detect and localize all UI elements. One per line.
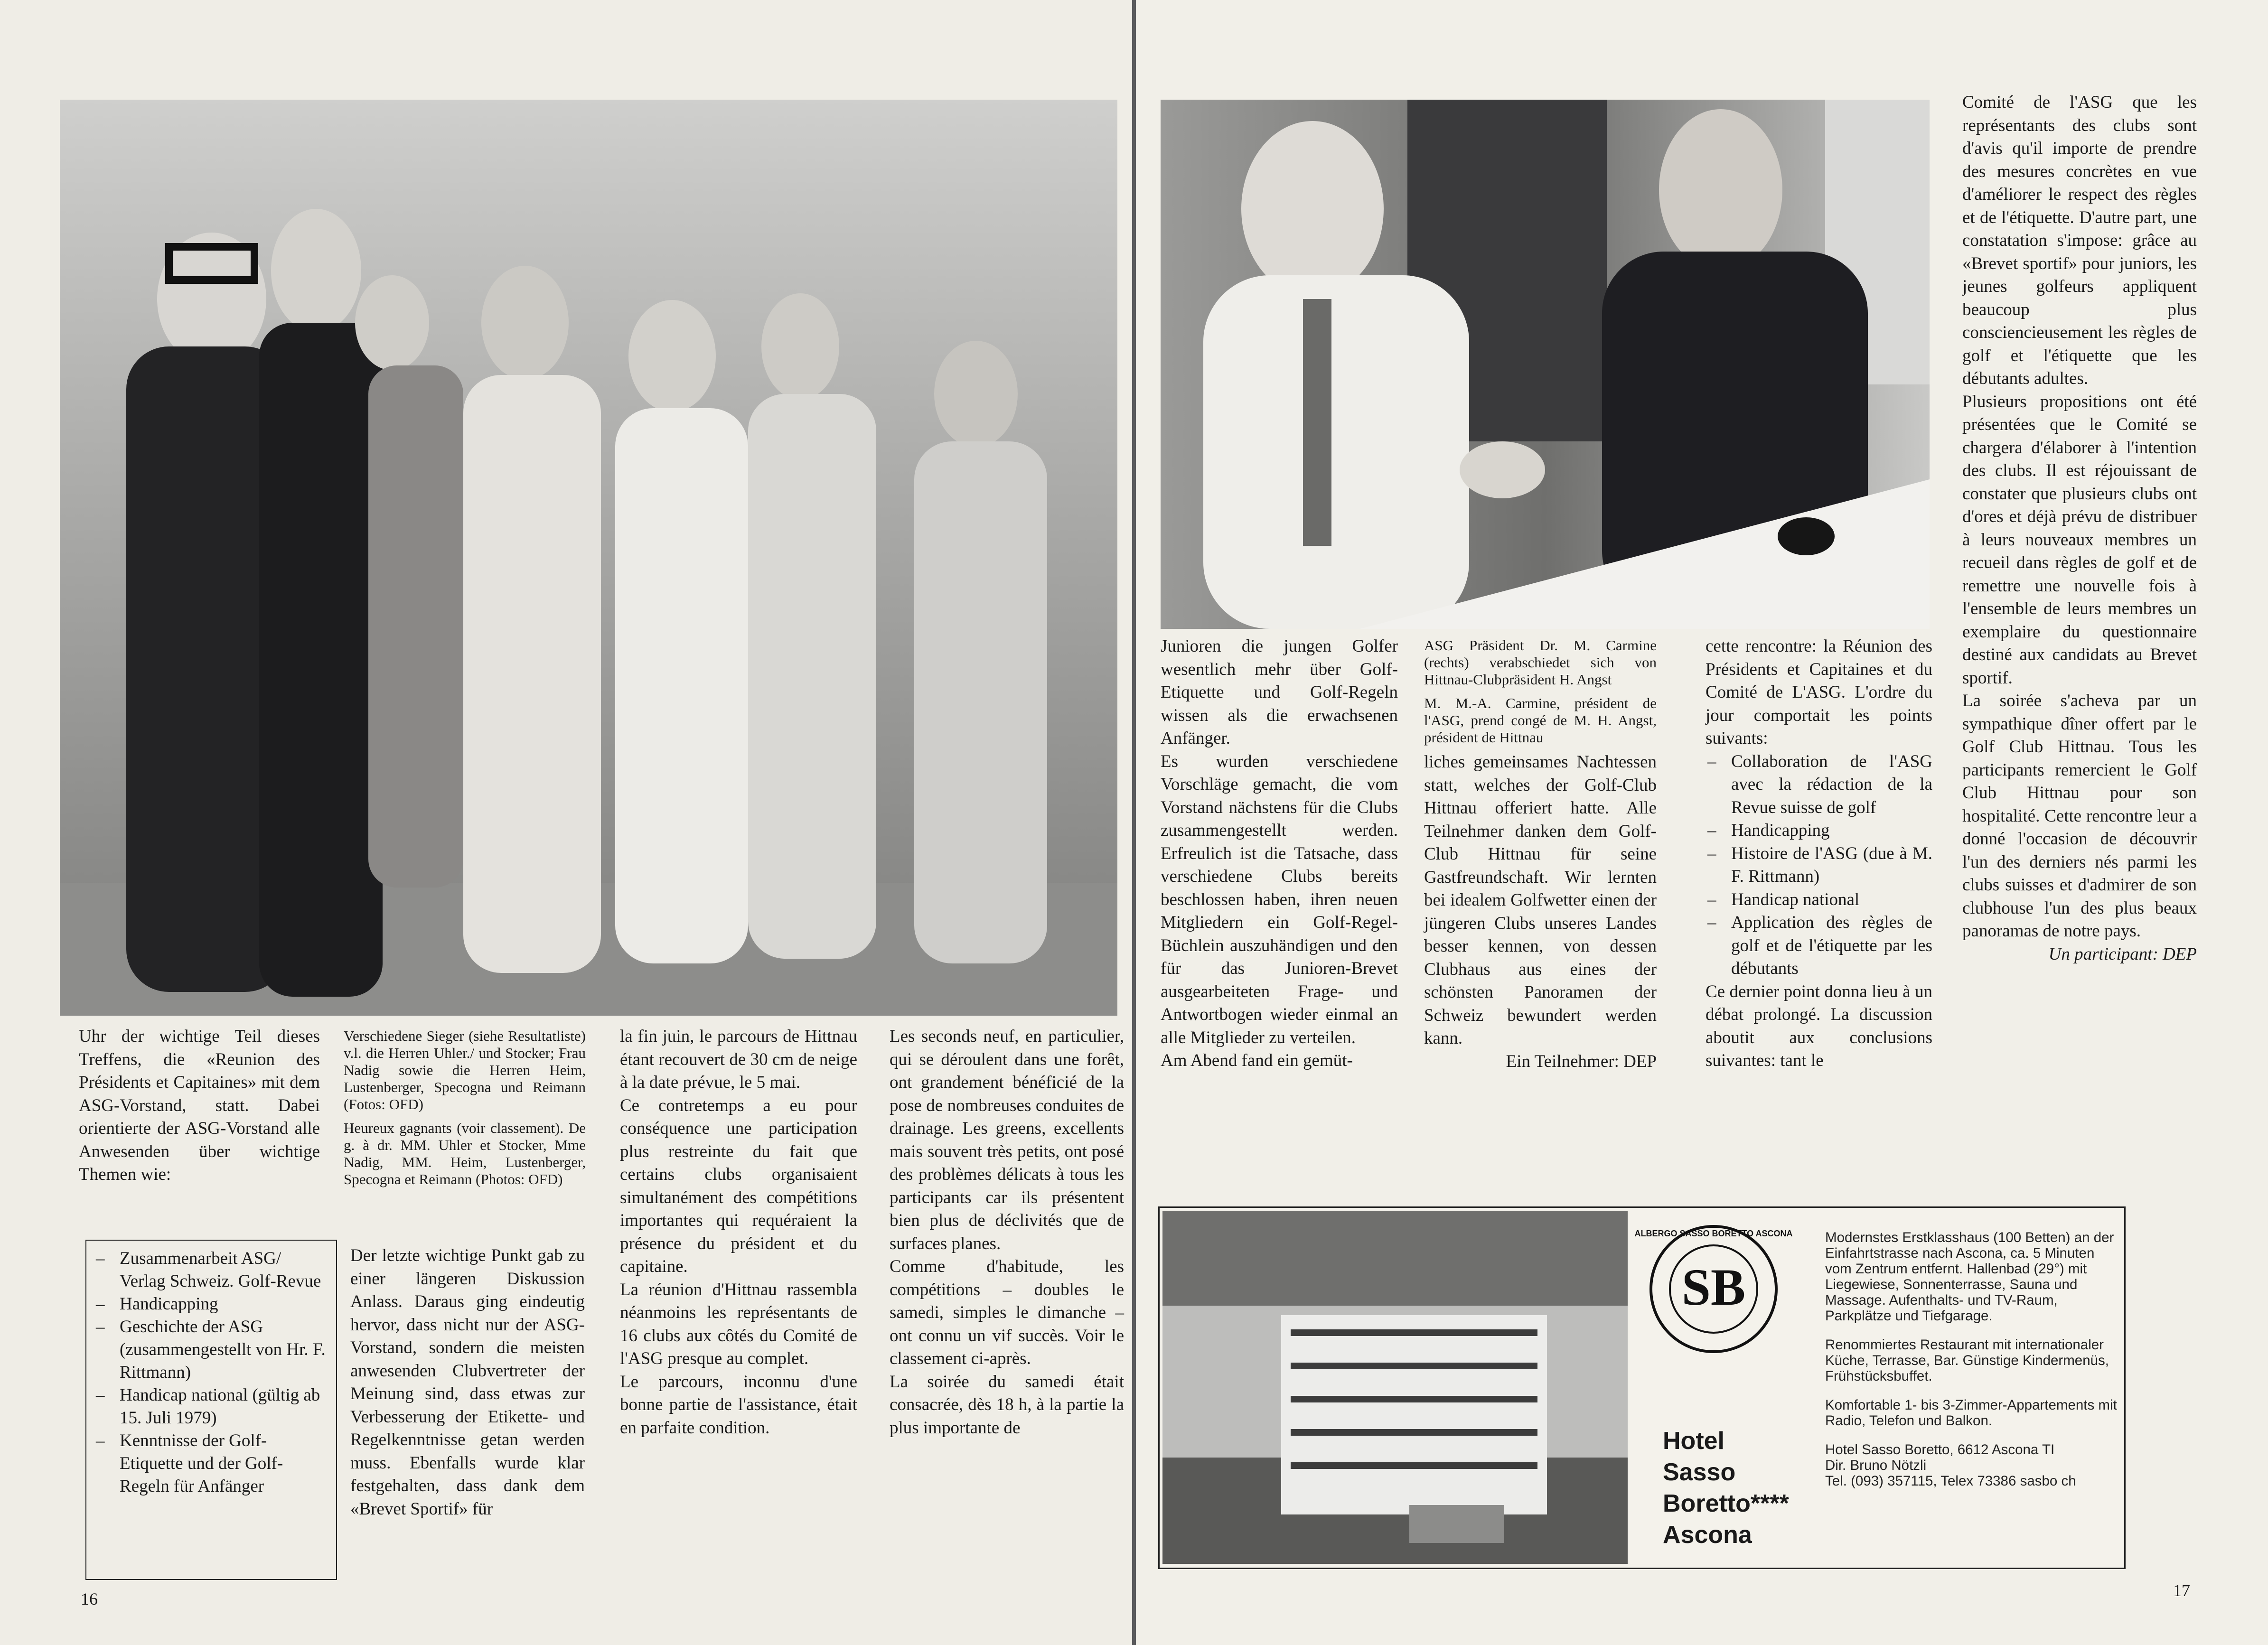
right-col-1 xyxy=(1161,635,1398,1073)
col3-paragraph: La réunion d'Hittnau rassembla néanmoins les représentants de 16 clubs aux côtés du Comité de l'ASG presque au complet. xyxy=(620,1280,857,1368)
hotel-name-line: Ascona xyxy=(1663,1521,1752,1549)
col4-paragraph: Comité de l'ASG que les représentants des clubs sont d'avis qu'il importe de prendre des mesures concrètes en vue d'améliorer le respect des règles et de l'étiquette. D'autre part, une constatation s'impose: grâce au «Brevet sportif» pour juniors, les jeunes golfeurs appliquent beaucoup plus consciencieusement les règles de golf et l'étiquette que les débutants adultes. xyxy=(1962,93,2197,388)
topic-item: – Zusammenarbeit ASG/ Verlag Schweiz. Golf-Revue xyxy=(94,1247,328,1293)
hotel-name-line: Boretto**** xyxy=(1663,1490,1789,1517)
col4-paragraph: Les seconds neuf, en particulier, qui se déroulent dans une forêt, ont grandement bénéficié de la pose de nombreuses conduites de drainage. Les greens, excellents mais souvent très petits, ont posé des problèmes délicats à tous les participants car ils présentent bien plus de déclivités que de surfaces planes. xyxy=(890,1027,1124,1253)
handshake-photo xyxy=(1161,100,1930,629)
agenda-item: – Histoire de l'ASG (due à M. F. Rittmann) xyxy=(1706,842,1932,888)
col1-text: Uhr der wichtige Teil dieses Treffens, die «Reunion des Présidents et Capitaines» mit dem ASG-Vorstand, statt. Dabei orientierte der ASG-Vorstand alle Anwesenden über wichtige Themen wie: xyxy=(79,1027,320,1184)
address-line: Dir. Bruno Nötzli xyxy=(1825,1458,1927,1473)
agenda-item: – Collaboration de l'ASG avec la rédaction de la Revue suisse de golf xyxy=(1706,750,1932,820)
left-col-2 xyxy=(350,1244,585,1521)
col2-text: Der letzte wichtige Punkt gab zu einer längeren Diskussion Anlass. Daraus ging eindeutig hervor, dass nicht nur der ASG-Vorstand, sondern die meisten anwesenden Clubvertreter der Meinung sind, dass etwas zur Verbesserung der Etikette- und Regelkenntnisse getan werden muss. Ebenfalls wurde klar festgehalten, dass dank dem «Brevet Sportif» für xyxy=(350,1246,585,1519)
left-page xyxy=(0,0,1132,1645)
col4-paragraph: Plusieurs propositions ont été présentées que le Comité se chargera d'élaborer à l'intention des clubs. Il est réjouissant de constater que plusieurs clubs ont d'ores et déjà prévu de distribuer à leurs nouveaux membres un recueil dans règles de golf et de remettre une nouvelle fois à l'ensemble de leurs membres un exemplaire du questionnaire destiné aux candidats au Brevet sportif. xyxy=(1962,392,2197,688)
left-col-1 xyxy=(79,1025,320,1187)
caption-fr: Heureux gagnants (voir classement). De g. à dr. MM. Uhler et Stocker, Mme Nadig, MM. Heim, Lustenberger, Specogna et Reimann (Photos: OFD) xyxy=(344,1120,586,1187)
hotel-name-line: Hotel xyxy=(1663,1427,1724,1455)
col4-paragraph: La soirée du samedi était consacrée, dès 18 h, à la partie la plus importante de xyxy=(890,1372,1124,1438)
hotel-advertisement xyxy=(1158,1206,2126,1569)
signature-de: Ein Teilnehmer: DEP xyxy=(1506,1051,1657,1071)
agenda-item: – Handicap national xyxy=(1706,888,1932,912)
page-number-left: 16 xyxy=(81,1589,98,1608)
handshake-caption xyxy=(1424,637,1657,753)
topic-item: – Geschichte der ASG (zusammengestellt von Hr. F. Rittmann) xyxy=(94,1316,328,1384)
col4-paragraph: Comme d'habitude, les compétitions – doubles le samedi, simples le dimanche – ont connu un vif succès. Voir le classement ci-après. xyxy=(890,1257,1124,1368)
col1-paragraph: Es wurden verschiedene Vorschläge gemacht, die vom Vorstand nächstens für die Clubs zusammengestellt werden. Erfreulich ist die Tatsache, dass verschiedene Clubs bereits beschlossen haben, ihren neuen Mitgliedern ein Golf-Regel-Büchlein auszuhändigen und den für das Junioren-Brevet ausgearbeiteten Frage- und Antwortbogen wieder einmal an alle Mitglieder zu verteilen. xyxy=(1161,751,1398,1047)
left-col-4 xyxy=(890,1025,1124,1439)
photo-caption xyxy=(344,1028,586,1195)
topic-item: – Kenntnisse der Golf-Etiquette und der Golf-Regeln für Anfänger xyxy=(94,1430,328,1498)
hotel-address xyxy=(1825,1442,2119,1489)
topic-item: – Handicapping xyxy=(94,1293,328,1316)
topics-box xyxy=(85,1240,337,1580)
hotel-description xyxy=(1825,1230,2119,1489)
agenda-item: – Handicapping xyxy=(1706,819,1932,842)
address-line: Hotel Sasso Boretto, 6612 Ascona TI xyxy=(1825,1442,2055,1458)
group-photo xyxy=(60,100,1117,1016)
right-col-2 xyxy=(1424,751,1657,1073)
col2-paragraph: liches gemeinsames Nachtessen statt, welches der Golf-Club Hittnau offeriert hatte. Alle Teilnehmer danken dem Golf-Club Hittnau für seine Gastfreundschaft. Wir lernten bei idealem Golfwetter einen der jüngeren Clubs unseres Landes besser kennen, von dessen Clubhaus aus eines der schönsten Panoramen der Schweiz bewundert werden kann. xyxy=(1424,752,1657,1048)
sb-logo xyxy=(1634,1220,1793,1358)
caption-fr: M. M.-A. Carmine, président de l'ASG, prend congé de M. H. Angst, président de Hittnau xyxy=(1424,695,1657,746)
right-col-3 xyxy=(1706,635,1932,1073)
col3-paragraph: Ce contretemps a eu pour conséquence une participation plus restreinte du fait que certains clubs organisaient simultanément des compétitions importantes qui requéraient la présence du président et du capitaine. xyxy=(620,1095,857,1276)
col1-paragraph: Am Abend fand ein gemüt- xyxy=(1161,1051,1353,1070)
right-col-4 xyxy=(1962,91,2197,966)
logo-letters: SB xyxy=(1681,1258,1746,1316)
address-line: Tel. (093) 357115, Telex 73386 sasbo ch xyxy=(1825,1473,2076,1489)
logo-ring-text: ALBERGO SASSO BORETTO ASCONA xyxy=(1634,1229,1793,1238)
ad-paragraph: Modernstes Erstklasshaus (100 Betten) an der Einfahrtstrasse nach Ascona, ca. 5 Minuten vom Zentrum entfernt. Hallenbad (29°) mit Liegewiese, Sonnenterrasse, Sauna und Massage. Aufenthalts- und TV-Raum, Parkplätze und Tiefgarage. xyxy=(1825,1230,2114,1324)
caption-de: ASG Präsident Dr. M. Carmine (rechts) verabschiedet sich von Hittnau-Clubpräsident H. Angst xyxy=(1424,637,1657,688)
page-number-right: 17 xyxy=(2173,1581,2190,1600)
col3-intro: cette rencontre: la Réunion des Présidents et Capitaines et du Comité de L'ASG. L'ordre du jour comportait les points suivants: xyxy=(1706,636,1932,748)
topic-item: – Handicap national (gültig ab 15. Juli 1979) xyxy=(94,1384,328,1430)
ad-paragraph: Komfortable 1- bis 3-Zimmer-Appartements mit Radio, Telefon und Balkon. xyxy=(1825,1397,2117,1429)
col3-paragraph: Le parcours, inconnu d'une bonne partie de l'assistance, était en parfaite condition. xyxy=(620,1372,857,1438)
col3-paragraph: la fin juin, le parcours de Hittnau étant recouvert de 30 cm de neige à la date prévue, le 5 mai. xyxy=(620,1027,857,1092)
hotel-photo xyxy=(1162,1211,1628,1564)
agenda-item: – Application des règles de golf et de l'étiquette par les débutants xyxy=(1706,911,1932,981)
col3-outro: Ce dernier point donna lieu à un débat prolongé. La discussion aboutit aux conclusions suivantes: tant le xyxy=(1706,981,1932,1070)
caption-de: Verschiedene Sieger (siehe Resultatliste) v.l. die Herren Uhler./ und Stocker; Frau Nadig sowie die Herren Heim, Lustenberger, Specogna und Reimann (Fotos: OFD) xyxy=(344,1028,586,1112)
col4-paragraph: La soirée s'acheva par un sympathique dîner offert par le Golf Club Hittnau. Tous les participants remercient le Golf Club Hittnau pour son hospitalité. Cette rencontre leur a donné l'occasion de découvrir l'un des derniers nés parmi les clubs suisses et d'admirer de son clubhouse l'un des plus beaux panoramas de notre pays. xyxy=(1962,691,2197,941)
hotel-name-line: Sasso xyxy=(1663,1458,1736,1486)
col1-paragraph: Junioren die jungen Golfer wesentlich mehr über Golf-Etiquette und Golf-Regeln wissen als die erwachsenen Anfänger. xyxy=(1161,636,1398,748)
signature-fr: Un participant: DEP xyxy=(2048,944,2197,964)
hotel-name xyxy=(1663,1425,1789,1551)
left-col-3 xyxy=(620,1025,857,1439)
ad-paragraph: Renommiertes Restaurant mit internationaler Küche, Terrasse, Bar. Günstige Kindermenüs, Frühstücksbuffet. xyxy=(1825,1337,2109,1384)
